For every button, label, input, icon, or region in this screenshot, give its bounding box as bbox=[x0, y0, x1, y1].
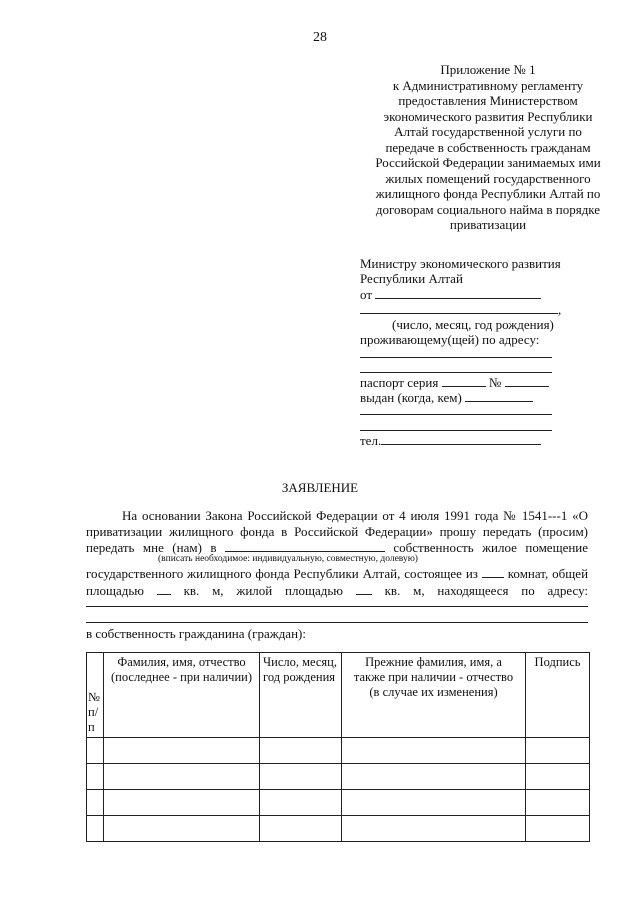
table-cell[interactable] bbox=[342, 816, 526, 842]
appendix-line: экономического развития Республики bbox=[383, 108, 593, 124]
body-text: кв. м, находящееся по адресу: bbox=[384, 583, 589, 598]
dob-hint: (число, месяц, год рождения) bbox=[392, 317, 554, 332]
issued-field[interactable] bbox=[465, 390, 533, 402]
residing-label: проживающему(щей) по адресу: bbox=[360, 332, 540, 347]
phone-label: тел. bbox=[360, 433, 382, 448]
table-cell[interactable] bbox=[260, 764, 342, 790]
body-text: площадью bbox=[86, 583, 144, 598]
table-cell[interactable] bbox=[87, 816, 104, 842]
addressee-line: Министру экономического развития bbox=[360, 256, 561, 271]
property-address-field[interactable] bbox=[86, 606, 588, 607]
appendix-line: приватизации bbox=[449, 217, 527, 232]
table-cell[interactable] bbox=[260, 790, 342, 816]
property-address-field[interactable] bbox=[86, 622, 588, 623]
body-text: государственного жилищного фонда Республики Алтай, состоящее из bbox=[86, 566, 478, 581]
body-text: приватизации жилищного фонда в Российской Федерации» прошу передать (просим) bbox=[86, 524, 588, 539]
appendix-line: Алтай государственной услуги по bbox=[394, 124, 582, 139]
ownership-type-field[interactable] bbox=[225, 540, 385, 552]
living-area-field[interactable] bbox=[356, 583, 372, 595]
body-text: в собственность гражданина (граждан): bbox=[86, 626, 306, 641]
rooms-field[interactable] bbox=[482, 566, 504, 578]
header-cell: Фамилия, имя, отчество (последнее - при наличии) bbox=[104, 653, 260, 738]
appendix-line: Приложение № 1 bbox=[440, 62, 536, 77]
body-text: кв. м, жилой площадью bbox=[183, 583, 344, 598]
header-cell: Прежние фамилия, имя, а также при наличии - отчество (в случае их изменения) bbox=[342, 653, 526, 738]
table-cell[interactable] bbox=[526, 816, 590, 842]
appendix-line: договорам социального найма в порядке bbox=[375, 201, 601, 217]
appendix-line: Российской Федерации занимаемых ими bbox=[375, 155, 601, 170]
table-cell[interactable] bbox=[526, 764, 590, 790]
table-cell[interactable] bbox=[342, 738, 526, 764]
passport-series-field[interactable] bbox=[442, 375, 486, 387]
issued-field-2[interactable] bbox=[360, 414, 552, 415]
table-cell[interactable] bbox=[342, 790, 526, 816]
appendix-line: передаче в собственность гражданам bbox=[385, 139, 591, 155]
table-cell[interactable] bbox=[87, 738, 104, 764]
addressee-line: Республики Алтай bbox=[360, 271, 463, 286]
table-row bbox=[87, 738, 590, 764]
address-field[interactable] bbox=[360, 357, 552, 358]
table-cell[interactable] bbox=[104, 816, 260, 842]
page-number: 28 bbox=[313, 30, 327, 45]
table-cell[interactable] bbox=[104, 790, 260, 816]
document-page: 28 Приложение № 1 к Административному регламенту предоставления Министерством экономического развития Республики Алтай государственной услуги по передаче в собственность гражданам Российской Федерации занимаемых ими жилых помещений государственного жилищного фонда Республики Алтай по договорам социального найма в порядке приватизации Министру экономического развития Республики Алтай от , (число, месяц, год рождения) проживающему(щей) по адресу: паспорт серия № выдан (когда, кем) тел. ЗАЯВЛЕНИЕ На основании Закона Российской Федерации от 4 июля 1991 года № 1541---1 «О приватизации жилищного фонда в Российской Федерации» прошу передать (просим) передать мне (нам) в собственность жилое помещение (вписать необходимое: индивидуальную, совместную, долевую) государственного жилищного фонда Республики Алтай, состоящее из комнат, общей площадью кв. м, жилой площадью кв. м, находящееся по адресу: в собственность гражданина (граждан): № п/ п Фамилия, имя, отчество (последнее - при наличии) Число, месяц, год рождения Прежние фамилия, имя, а также при наличии - отчество (в случае их изменения) Подпись bbox=[0, 0, 640, 905]
header-cell: Подпись bbox=[526, 653, 590, 738]
table-row bbox=[87, 816, 590, 842]
from-field[interactable] bbox=[375, 287, 541, 299]
table-cell[interactable] bbox=[104, 764, 260, 790]
citizens-table bbox=[86, 652, 590, 842]
body-text: передать мне (нам) в bbox=[86, 540, 217, 555]
body-text: комнат, общей bbox=[507, 566, 589, 581]
passport-number-field[interactable] bbox=[505, 375, 549, 387]
table-cell[interactable] bbox=[260, 816, 342, 842]
appendix-line: к Административному регламенту bbox=[392, 77, 584, 93]
header-cell: Число, месяц, год рождения bbox=[260, 653, 342, 738]
table-header-row bbox=[87, 653, 590, 738]
issued-label: выдан (когда, кем) bbox=[360, 390, 462, 405]
table-cell[interactable] bbox=[342, 764, 526, 790]
appendix-line: жилых помещений государственного bbox=[385, 170, 591, 186]
table-row bbox=[87, 790, 590, 816]
address-field[interactable] bbox=[360, 372, 552, 373]
table-cell[interactable] bbox=[87, 764, 104, 790]
body-text: собственность жилое помещение bbox=[393, 540, 589, 555]
total-area-field[interactable] bbox=[157, 583, 171, 595]
number-label: № bbox=[488, 375, 502, 390]
table-cell[interactable] bbox=[87, 790, 104, 816]
from-label: от bbox=[360, 287, 373, 302]
ownership-hint: (вписать необходимое: индивидуальную, совместную, долевую) bbox=[158, 554, 418, 564]
table-cell[interactable] bbox=[526, 738, 590, 764]
passport-label: паспорт серия bbox=[360, 375, 439, 390]
from-field-2[interactable] bbox=[360, 302, 558, 314]
table-cell[interactable] bbox=[526, 790, 590, 816]
table-row bbox=[87, 764, 590, 790]
body-text: На основании Закона Российской Федерации от 4 июля 1991 года № 1541---1 «О bbox=[122, 508, 588, 523]
appendix-line: предоставления Министерством bbox=[398, 93, 578, 108]
document-title: ЗАЯВЛЕНИЕ bbox=[281, 480, 359, 495]
table-cell[interactable] bbox=[104, 738, 260, 764]
issued-field-3[interactable] bbox=[360, 430, 552, 431]
table-cell[interactable] bbox=[260, 738, 342, 764]
phone-field[interactable] bbox=[381, 433, 541, 445]
header-cell: № п/ п bbox=[87, 653, 104, 738]
appendix-line: жилищного фонда Республики Алтай по bbox=[375, 186, 601, 201]
